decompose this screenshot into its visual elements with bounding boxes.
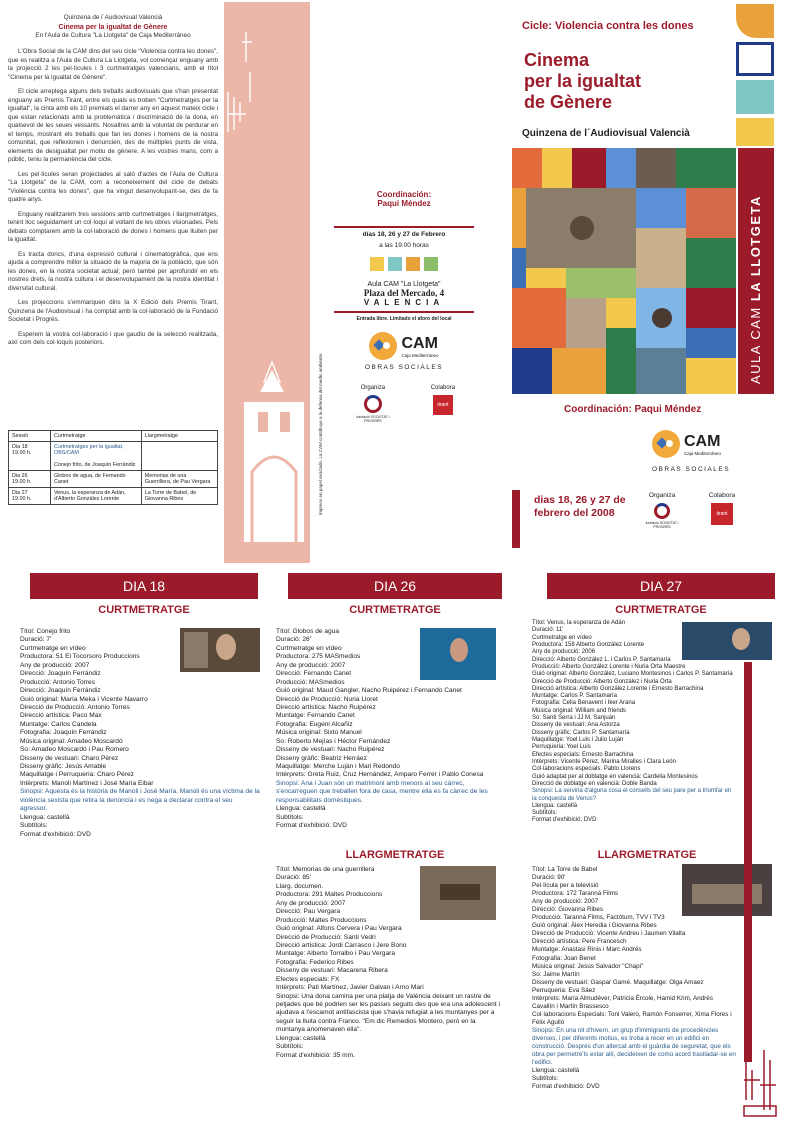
credit-line: Direcció de Producció: Vicente Andreu i Jaumen Vilalta (532, 930, 686, 938)
aula-band-text-wrap (748, 195, 787, 399)
cover-dates: dias 18, 26 y 27 de febrero del 2008 (534, 494, 626, 519)
schedule-long (141, 442, 217, 471)
synopsis: Sinopsi: Ana i Juan són un matrimoni amb menors al seu càrrec, s'encarreguen que treballen fora de casa, mentre ella es fa càrrec de les responsabilitats domèstiques. (276, 779, 488, 804)
credit-line: Títol: Memorias de una guerrillera (276, 866, 375, 873)
intro-paragraph: El cicle arreplega alguns dels treballs audiovisuals que s'han presentat enguany als Premis Tirant, entre els quals es troben "Curtmetratges per la igualtat", la cinta amb els 10 premiats el darrer any en aquest mateix cicle i que estan relacionats amb la problemàtica i discriminació de la dona, en qualsevol de les seues vessants. Nosaltres amb la voluntat de perdurar en el temps, mostrant els treballs que fan les dones i homens de la nostra comunitat, que reflexionen i denuncien, des de múltiples punts de vista, elements de desigualtat per motiu de gènere. A les vostres mans, com a públic, teniu la permanència del cicle. (8, 88, 218, 164)
credit-line: Curtmetratge en vídeo (532, 634, 592, 641)
square-icon (424, 257, 438, 271)
credit-line: Direcció de Producció: Alberto González i Nuria Orta (532, 678, 672, 685)
day-header-27: DIA 27 (547, 573, 775, 599)
organiza-block (353, 385, 393, 423)
recycled-paper-note: Impreso en papel reciclado. La CAM contribuye a la defensa del medio ambiente. (318, 352, 323, 515)
credit-line: Any de producció: 2007 (276, 899, 346, 907)
credit-line: Subtítols: (276, 1043, 304, 1051)
schedule-short: Globos de agua, de Fernando Canet (51, 471, 142, 488)
credit-line: Títol: Conejo frito (20, 628, 71, 635)
schedule-row (9, 471, 218, 488)
cover-cam-logo (652, 430, 721, 458)
cam-logo-sub: Caja Mediterráneo (684, 450, 722, 456)
credit-line: Disseny gràfic: Carlos P. Santamaría (532, 729, 630, 736)
credit-line: Duració: 90' (532, 874, 566, 882)
dates-bar (512, 490, 520, 548)
credit-line: So: Roberto Mejías i Héctor Fernández (276, 737, 391, 745)
credit-line: Maquillatge i Perruqueria: Charo Pérez (20, 771, 134, 779)
credit-line: Direcció artística: Alberto González Lorente i Ernesto Barrachina (532, 685, 704, 692)
credit-line: Direcció: Giovanna Ribes (532, 906, 604, 914)
tirant-logo: tirant (711, 503, 733, 525)
tirant-logo: tirant (433, 395, 453, 415)
credit-line: So: Jaime Martín (532, 970, 580, 978)
dates-text: días 18, 26 y 27 de Febrero (362, 231, 446, 238)
intro-subheading: En l'Aula de Cultura "La Llotgeta" de Caja Mediterráneo (35, 31, 191, 39)
credit-line: Maquillatge: Yoel Luis i Julio Luján (532, 737, 624, 743)
credit-line: Llengua: castellà (276, 805, 326, 813)
cam-logo-sub: Caja Mediterráneo (401, 352, 439, 358)
schedule-table (8, 430, 218, 505)
square-icon (406, 257, 420, 271)
credit-line: Disseny de vestuari: Macarena Ribera (276, 967, 388, 975)
logo-block-yellow (736, 118, 774, 146)
schedule-session: Dia 26 19.00 h. (9, 471, 51, 488)
schedule-short: Venus, la esperanza de Adán, d'Alberto González Lorente (51, 488, 142, 505)
schedule-long: Memorias de una Guerrillera, de Pau Vergara (141, 471, 217, 488)
schedule-header: Sessió (9, 431, 51, 442)
credit-line: Direcció artística: Jordi Carrasco i Jere Bono (276, 941, 407, 949)
fundacio-text: fundació SOCIETAT i PROGRÉS (356, 415, 390, 423)
credit-line: Any de producció: 2007 (20, 661, 90, 669)
credit-line: Disseny gràfic: Jesús Amable (20, 763, 107, 770)
cover-obras: OBRAS SOCIALES (652, 466, 731, 473)
divider (334, 226, 474, 228)
credit-line: Col·laboracions especials: Pablo Llorens (532, 766, 641, 773)
credit-line: Any de producció: 2007 (276, 661, 346, 669)
time-text: a las 19.00 horas (379, 242, 429, 249)
section-curt-27: CURTMETRATGE (615, 604, 707, 616)
credit-line: Intèrprets: Vicente Pérez, Marina Miralles i Clara León (532, 758, 676, 765)
credits-conejo-frito (20, 628, 260, 839)
schedule-short: Curtmetratges per la igualtat, OBS/CAM Conejo frito, de Joaquín Ferrándiz (51, 442, 142, 471)
credit-line: Muntatge: Fernando Canet (276, 712, 355, 720)
credit-line: Format d'exhibició: DVD (20, 830, 91, 838)
credit-line: Duració: 11' (532, 627, 564, 634)
logo-block-orange (736, 4, 774, 38)
divider (334, 311, 474, 313)
credit-line: Subtítols: (532, 810, 558, 817)
credit-line: Subtítols: (20, 822, 48, 830)
credit-line: Direcció artística: Paco Max (20, 712, 102, 720)
credit-line: Intèrprets: Manoli Martínez i José María Eibar (20, 779, 154, 787)
credit-line: Disseny de vestuari: Charo Pérez (20, 754, 119, 762)
credit-line: Productora: 291 Maltes Produccions (276, 891, 383, 899)
intro-paragraph: Les projeccions s'emmarquen dins la X Edició dels Premis Tirant, Quinzena de l'Audiovisual i ha comptat amb la col·laboració de la Fundació Societat i Progrés. (8, 299, 218, 324)
credit-line: Guió original: Àlex Heredia i Giovanna Ribes (532, 922, 657, 930)
cover-panel (512, 2, 787, 563)
fundacio-logo-icon (654, 503, 670, 519)
intro-paragraph: Esperem la vostra col·laboració i que gaudiu de la selecció realitzada, així com dels col·loquis posteriors. (8, 330, 218, 347)
colabora-block (431, 385, 455, 423)
credit-line: Direcció: Pau Vergara (276, 908, 341, 916)
square-icon (388, 257, 402, 271)
credit-line: Muntatge: Alberto Torralbo i Pau Vergara (276, 950, 396, 958)
credit-line: Format d'exhibició: DVD (532, 1083, 600, 1091)
venue-line1: Aula CAM "La Llotgeta" (367, 281, 441, 288)
partners-row (334, 385, 474, 423)
cover-colabora: Colabora tirant (702, 492, 742, 525)
credit-line: Efectes especials: FX (276, 975, 340, 983)
credit-line: Fotografia: Joaquín Ferrándiz (20, 729, 107, 737)
credit-line: Guió original: Alfons Cervera i Pau Vergara (276, 925, 402, 933)
middle-panel (334, 190, 474, 423)
intro-paragraph: Les pel·lícules seran projectades al saló d'actes de l'Aula de Cultura "La Llotgeta" de la CAM, com a reconeixement del cicle de debats "Violència contra les dones", que ha vingut desenvolupant-se, des de fa quatre anys. (8, 170, 218, 204)
pink-building-panel (224, 2, 310, 563)
organiza-label: Organiza (360, 385, 386, 391)
credit-line: Música original: Amadeo Moscardó (20, 737, 123, 745)
credit-line: Duració: 85' (276, 874, 311, 882)
credit-line: Curtmetratge en vídeo (276, 644, 342, 652)
credit-line: Fotografia: Federico Ribes (276, 958, 354, 966)
credit-line: Direcció: Joaquín Ferrándiz (20, 670, 101, 678)
credit-line: Col·laboracions Especials: Toni Valero, Ramón Fonserrer, Xima Flores i Fèlix Agulló (532, 1010, 732, 1026)
credit-line: Fotografia: Celia Benavent i Iker Arana (532, 700, 636, 707)
credit-line: Perruqueria: Yoel Luis (532, 744, 591, 751)
credit-line: Direcció de doblatge en valencià: Doble Banda (532, 780, 657, 787)
credit-line: Intèrprets: María Almudéver, Patricia Ércole, Hamid Krim, Andrés Cavallín i Martín Brassesco (532, 994, 713, 1010)
aula-band-text: AULA CAM LA LLOTGETA (748, 195, 763, 384)
credit-line: Música original: Jesús Salvador "Chapi" (532, 962, 644, 970)
cover-cicle: Cicle: Violencia contra les dones (522, 20, 694, 32)
credit-line: Direcció de Producció: Nuria Lloret (276, 695, 378, 703)
intro-text (8, 14, 218, 354)
venue-line2: Plaza del Mercado, 4 (363, 288, 445, 298)
credit-line: Perruqueria: Eva Sáez (532, 986, 596, 994)
entry-note: Entrada libre. Limitado el aforo del local (356, 316, 452, 322)
credit-line: So: Amadeo Moscardó i Pau Romero (20, 746, 129, 754)
llotgeta-building-illustration (224, 2, 310, 563)
credit-line: Duració: 7' (20, 636, 52, 644)
intro-paragraph: Enguany realitzarem tres sessions amb curtmetratges i llargmetratges, tenint lloc seguidament un col·loqui al voltant de les obres visionades. Pels debats comptarem amb la col·laboració de dones i homens que lluiten per la igualtat. (8, 210, 218, 244)
coord-label: Coordinación: (376, 190, 432, 199)
synopsis: Sinopsi: La serviria d'alguna cosa el consells del seu pare per a triomfar en la conquesta de Venus? (532, 788, 732, 802)
credit-line: Llengua: castellà (20, 813, 70, 821)
cam-logo-text: CAM (401, 334, 438, 352)
synopsis: Sinopsi: En una nit d'hivern, un grup d'immigrants de procedències diverses, i per diferents motius, es troba a recer en un edifici en construcció. Després d'un altercat amb el guàrdia de seguretat, que els obra per permetre'ls estar allí, decideixen de comú acord traslladar-se en l'edifici. (532, 1026, 736, 1067)
section-llarg-27: LLARGMETRATGE (597, 849, 697, 861)
credit-line: Llarg. documen. (276, 882, 324, 890)
credit-line: Música original: William and friends (532, 707, 627, 714)
credit-line: Duració: 26' (276, 636, 311, 644)
schedule-row (9, 442, 218, 471)
credit-line: Direcció: Alberto González L. i Carlos P. Santamaría (532, 656, 671, 663)
logo-block-teal (736, 80, 774, 114)
cam-logo-text: CAM (684, 432, 721, 450)
credit-line: Producció: Alberto González Lorente i Nuria Orta Maestre (532, 663, 686, 670)
cam-logo-icon (369, 332, 397, 360)
section-llarg-26: LLARGMETRATGE (345, 849, 445, 861)
day-header-26: DIA 26 (288, 573, 502, 599)
credit-line: Guió original: María Meka i Vicente Navarro (20, 695, 148, 703)
credit-line: Subtítols: (532, 1075, 559, 1083)
credits-globos-de-agua (276, 628, 502, 831)
credit-line: Guió adaptat per al doblatge en valencià: Cardelia Montesinos (532, 773, 698, 780)
credit-line: Disseny de vestuari: Gaspar Gamé. Maquillatge: Olga Amaez (532, 978, 704, 986)
credit-line: Intèrprets: Greta Ruiz, Cruz Hernández, Amparo Ferrer i Pablo Conesa (276, 771, 484, 779)
credit-line: Producció: Antonio Torres (20, 678, 96, 686)
cam-logo-icon (652, 430, 680, 458)
credit-line: Fotografia: Joan Benet (532, 954, 596, 962)
credits-memorias (276, 866, 502, 1060)
credits-torre-babel (532, 866, 736, 1091)
intro-paragraph: Es tracta doncs, d'una expressió cultural i cinematogràfica, que ens ajuda a comprendre millor la situació de la majoria de la població, que són les dones, en la nostra societat actual; però també per aprofundir en els nostres drets, la nostra cultura i el desenvolupament de la nostra identitat i diversitat cultural. (8, 250, 218, 292)
intro-heading: Quinzena de l´Audiovisual Valencià (63, 14, 163, 21)
credit-line: Música original: Sixto Manuel (276, 729, 362, 737)
synopsis: Sinopsi: Aquesta és la història de Manoli i José María. Manoli és una víctima de la violència sexista que retira la denúncia i es nega a declarar contra el seu agressor. (20, 788, 260, 813)
section-curt-18: CURTMETRATGE (98, 604, 190, 616)
right-accent-bar (744, 662, 752, 1062)
credits-venus (532, 620, 736, 825)
colabora-label: Colabora (430, 385, 456, 391)
credit-line: Intèrprets: Pati Martínez, Javier Galvan i Arno Mari (276, 984, 424, 992)
credit-line: Productora: 158 Alberto González Lorente (532, 641, 645, 648)
credit-line: Format d'exhibició: DVD (276, 822, 347, 830)
obras-sociales: OBRAS SOCIALES (364, 364, 444, 371)
credit-line: Fotografia: Eugeni Alcañiz (276, 720, 353, 728)
square-icon (370, 257, 384, 271)
cam-logo (334, 332, 474, 360)
credit-line: Muntatge: Carlos Candela (20, 720, 97, 728)
credit-line: Títol: Globos de agua (276, 628, 340, 635)
schedule-header: Llargmetratge (141, 431, 217, 442)
credit-line: Llengua: castellà (532, 1067, 580, 1075)
small-building-icon (740, 1040, 780, 1120)
schedule-header-row (9, 431, 218, 442)
intro-paragraph: L'Obra Social de la CAM dins del seu cicle "Violencia contra les dones", que es realitza a l'Aula de Cultura La Llotgeta, vol començar enguany amb la projecció 2 les pel·lícules i 3 curtmetratges valencians, amb el títol "Cinema per la igualtat de Gènere". (8, 48, 218, 81)
cover-subtitle: Quinzena de l´Audiovisual Valencià (522, 128, 690, 139)
schedule-session: Dia 18 19.00 h. (9, 442, 51, 471)
credit-line: Maquillatge: Merche Luján i Mari Redondo (276, 763, 400, 770)
day-header-18: DIA 18 (30, 573, 258, 599)
credit-line: Productora: 172 Taranná Films (532, 890, 618, 898)
credit-line: Format d'exhibició: DVD (532, 817, 597, 824)
credit-line: Subtítols: (276, 813, 304, 821)
credit-line: Muntatge: Anastasi Rinis i Marc Andrés (532, 946, 642, 954)
credit-line: Efectes especials: Ernesto Barrachina (532, 751, 634, 758)
credit-line: Direcció: Joaquín Ferrándiz (20, 687, 101, 695)
credit-line: Format d'exhibició: 35 mm. (276, 1051, 355, 1059)
credit-line: Llengua: castellà (276, 1034, 326, 1042)
venue-line3: VALENCIA (363, 298, 445, 307)
credit-line: Títol: La Torre de Babel (532, 866, 598, 873)
credit-line: Disseny de vestuari: Ana Astorza (532, 722, 620, 729)
credit-line: Any de producció: 2007 (532, 898, 599, 906)
credit-line: Guió original: Maud Gangler, Nacho Ruipérez i Fernando Canet (276, 687, 462, 695)
credit-line: Direcció: Fernando Canet (276, 670, 352, 678)
schedule-row (9, 488, 218, 505)
credit-line: Curtmetratge en vídeo (20, 644, 86, 652)
color-squares (334, 257, 474, 271)
cover-title: Cinema per la igualtat de Gènere (524, 50, 642, 112)
credit-line: Direcció artística: Pere Francesch (532, 938, 627, 946)
credit-line: Productora: 51 El Tocorsoro Produccions (20, 653, 140, 661)
cover-organiza: Organiza fundació SOCIETAT i PROGRÉS (645, 492, 679, 529)
cover-mosaic (512, 148, 736, 394)
credit-line: Llengua: castellà (532, 802, 578, 809)
intro-title: Cinema per la igualtat de Gènere (58, 23, 168, 31)
credit-line: Producció: MASmedios (276, 678, 345, 686)
synopsis: Sinopsi: Una dona camina per una platja de València deixant un rastre de petjades que bé podrien ser les passes seguits des que era una adolescent i ajudava a l'escamot antifascista que s'havia refugiat a les muntanyes per a seguir la lluita contra Franco. "Em dic Remedios Montero, però en la muntanya anomenaven ella". (276, 992, 500, 1034)
logo-block-blue (736, 42, 774, 76)
credit-line: Direcció de Producció: Santi Vedri (276, 933, 376, 941)
fundacio-logo-icon (364, 395, 382, 413)
film-stills-mosaic (512, 148, 736, 394)
credit-line: Any de producció: 2006 (532, 649, 596, 656)
section-curt-26: CURTMETRATGE (349, 604, 441, 616)
coord-name: Paqui Méndez (377, 199, 431, 208)
credit-line: So: Santi Serra i JJ M. Sanjuán (532, 715, 616, 722)
credit-line: Guió original: Alberto González, Luciano Montesinos i Carlos P. Santamaría (532, 671, 733, 678)
credit-line: Direcció de Producció: Antonio Torres (20, 703, 130, 711)
credit-line: Productora: 275 MASmedios (276, 653, 361, 661)
credit-line: Disseny gràfic: Beatriz Herráez (276, 754, 367, 762)
schedule-long: La Torre de Babel, de Giovanna Ribes (141, 488, 217, 505)
schedule-session: Dia 27 19.00 h. (9, 488, 51, 505)
cover-logo-blocks (736, 4, 774, 146)
credit-line: Pel·lícula per a televisió (532, 882, 599, 890)
credit-line: Muntatge: Carlos P. Santamaría (532, 693, 617, 700)
credit-line: Producció: Maltes Produccions (276, 916, 367, 924)
credit-line: Direcció artística: Nacho Ruipérez (276, 703, 376, 711)
cover-coord: Coordinación: Paqui Méndez (564, 404, 702, 415)
credit-line: Producció: Taranná Films, Factótum, TVV i TV3 (532, 914, 665, 922)
credit-line: Disseny de vestuari: Nacho Ruipérez (276, 746, 385, 754)
credit-line: Títol: Venus, la esperanza de Adán (532, 620, 626, 626)
schedule-header: Curtmetratge (51, 431, 142, 442)
